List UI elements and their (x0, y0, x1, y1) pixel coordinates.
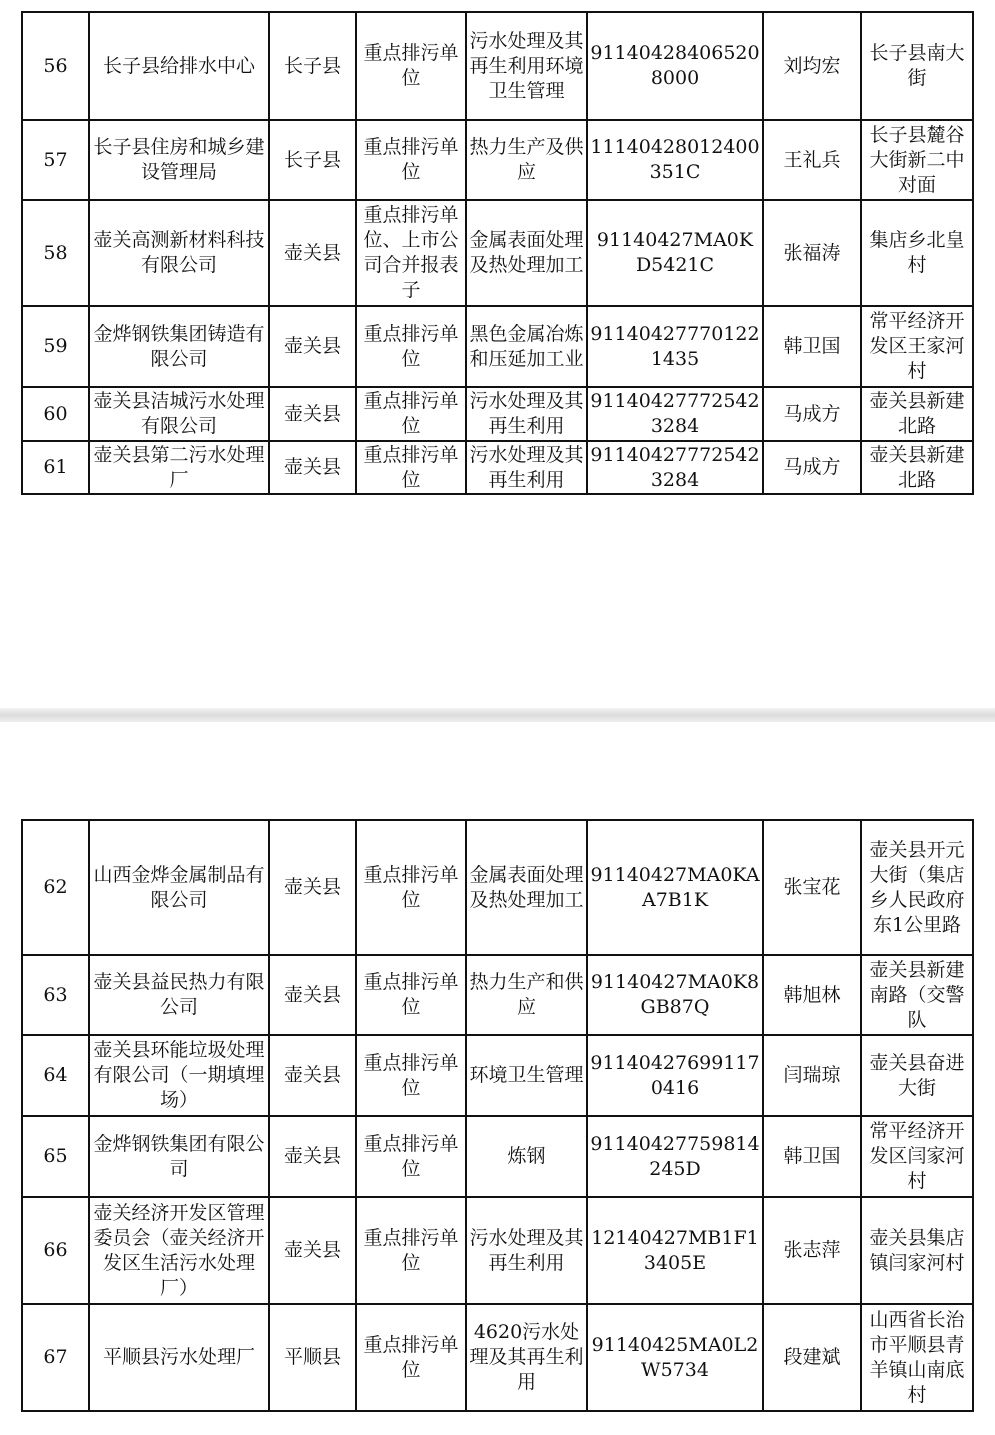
table-row (22, 12, 973, 120)
cell-county: 壶关县 (269, 387, 356, 441)
cell-county: 平顺县 (269, 1304, 356, 1411)
cell-legal-representative: 马成方 (763, 441, 861, 494)
cell-county: 壶关县 (269, 1197, 356, 1304)
table-row (22, 1035, 973, 1116)
cell-industry: 污水处理及其再生利用环境卫生管理 (466, 12, 587, 120)
cell-credit-code: 911404277725423284 (587, 387, 763, 441)
cell-credit-code: 911404277725423284 (587, 441, 763, 494)
cell-legal-representative: 韩卫国 (763, 306, 861, 387)
cell-company-name: 壶关县洁城污水处理有限公司 (89, 387, 269, 441)
cell-county: 壶关县 (269, 820, 356, 955)
cell-category: 重点排污单位 (356, 1197, 466, 1304)
cell-county: 长子县 (269, 120, 356, 200)
table-row (22, 955, 973, 1035)
document-page-2 (0, 722, 995, 1435)
cell-legal-representative: 张宝花 (763, 820, 861, 955)
table-row (22, 1304, 973, 1411)
table-row (22, 1116, 973, 1197)
cell-address: 壶关县集店镇闫家河村 (861, 1197, 973, 1304)
table-row (22, 200, 973, 306)
cell-legal-representative: 刘均宏 (763, 12, 861, 120)
cell-company-name: 长子县给排水中心 (89, 12, 269, 120)
cell-address: 壶关县新建北路 (861, 387, 973, 441)
cell-county: 壶关县 (269, 955, 356, 1035)
cell-address: 壶关县奋进大街 (861, 1035, 973, 1116)
cell-credit-code: 11140428012400351C (587, 120, 763, 200)
cell-serial-number: 63 (22, 955, 89, 1035)
cell-industry: 污水处理及其再生利用 (466, 441, 587, 494)
cell-credit-code: 91140427MA0KAA7B1K (587, 820, 763, 955)
cell-credit-code: 91140425MA0L2W5734 (587, 1304, 763, 1411)
cell-serial-number: 56 (22, 12, 89, 120)
cell-category: 重点排污单位 (356, 387, 466, 441)
cell-industry: 4620污水处理及其再生利用 (466, 1304, 587, 1411)
cell-company-name: 壶关县益民热力有限公司 (89, 955, 269, 1035)
cell-company-name: 壶关县第二污水处理厂 (89, 441, 269, 494)
table-row (22, 441, 973, 494)
cell-industry: 金属表面处理及热处理加工 (466, 200, 587, 306)
cell-industry: 炼钢 (466, 1116, 587, 1197)
cell-credit-code: 91140427759814245D (587, 1116, 763, 1197)
cell-address: 集店乡北皇村 (861, 200, 973, 306)
cell-address: 山西省长治市平顺县青羊镇山南底村 (861, 1304, 973, 1411)
table-row (22, 1197, 973, 1304)
cell-category: 重点排污单位 (356, 120, 466, 200)
cell-serial-number: 60 (22, 387, 89, 441)
cell-category: 重点排污单位 (356, 1035, 466, 1116)
cell-industry: 黑色金属冶炼和压延加工业 (466, 306, 587, 387)
cell-industry: 污水处理及其再生利用 (466, 387, 587, 441)
cell-county: 壶关县 (269, 306, 356, 387)
cell-category: 重点排污单位 (356, 12, 466, 120)
cell-serial-number: 67 (22, 1304, 89, 1411)
cell-address: 常平经济开发区王家河村 (861, 306, 973, 387)
cell-category: 重点排污单位 (356, 1116, 466, 1197)
cell-company-name: 壶关县环能垃圾处理有限公司（一期填埋场） (89, 1035, 269, 1116)
cell-company-name: 壶关经济开发区管理委员会（壶关经济开发区生活污水处理厂） (89, 1197, 269, 1304)
cell-category: 重点排污单位 (356, 1304, 466, 1411)
cell-credit-code: 12140427MB1F13405E (587, 1197, 763, 1304)
cell-category: 重点排污单位 (356, 820, 466, 955)
cell-serial-number: 59 (22, 306, 89, 387)
cell-address: 长子县南大街 (861, 12, 973, 120)
cell-industry: 环境卫生管理 (466, 1035, 587, 1116)
cell-serial-number: 65 (22, 1116, 89, 1197)
page-separator (0, 708, 995, 722)
cell-legal-representative: 张志萍 (763, 1197, 861, 1304)
cell-address: 壶关县新建南路（交警队 (861, 955, 973, 1035)
cell-credit-code: 911404277701221435 (587, 306, 763, 387)
cell-county: 壶关县 (269, 1035, 356, 1116)
records-table-1 (21, 11, 974, 495)
cell-legal-representative: 段建斌 (763, 1304, 861, 1411)
cell-legal-representative: 张福涛 (763, 200, 861, 306)
cell-industry: 热力生产及供应 (466, 120, 587, 200)
cell-county: 壶关县 (269, 1116, 356, 1197)
cell-category: 重点排污单位 (356, 955, 466, 1035)
table-row (22, 387, 973, 441)
document-page-1 (0, 0, 995, 710)
cell-industry: 污水处理及其再生利用 (466, 1197, 587, 1304)
cell-legal-representative: 韩旭林 (763, 955, 861, 1035)
cell-industry: 金属表面处理及热处理加工 (466, 820, 587, 955)
cell-category: 重点排污单位、上市公司合并报表子 (356, 200, 466, 306)
cell-legal-representative: 马成方 (763, 387, 861, 441)
cell-county: 壶关县 (269, 200, 356, 306)
cell-company-name: 金烨钢铁集团有限公司 (89, 1116, 269, 1197)
cell-address: 壶关县新建北路 (861, 441, 973, 494)
cell-serial-number: 61 (22, 441, 89, 494)
cell-serial-number: 62 (22, 820, 89, 955)
cell-legal-representative: 王礼兵 (763, 120, 861, 200)
table-row (22, 120, 973, 200)
cell-address: 长子县麓谷大街新二中对面 (861, 120, 973, 200)
cell-company-name: 壶关高测新材料科技有限公司 (89, 200, 269, 306)
cell-category: 重点排污单位 (356, 441, 466, 494)
cell-legal-representative: 韩卫国 (763, 1116, 861, 1197)
cell-credit-code: 911404284065208000 (587, 12, 763, 120)
cell-company-name: 长子县住房和城乡建设管理局 (89, 120, 269, 200)
cell-company-name: 山西金烨金属制品有限公司 (89, 820, 269, 955)
cell-credit-code: 911404276991170416 (587, 1035, 763, 1116)
cell-county: 壶关县 (269, 441, 356, 494)
cell-credit-code: 91140427MA0KD5421C (587, 200, 763, 306)
cell-category: 重点排污单位 (356, 306, 466, 387)
cell-credit-code: 91140427MA0K8GB87Q (587, 955, 763, 1035)
cell-county: 长子县 (269, 12, 356, 120)
cell-company-name: 平顺县污水处理厂 (89, 1304, 269, 1411)
cell-industry: 热力生产和供应 (466, 955, 587, 1035)
table-row (22, 820, 973, 955)
records-table-2 (21, 819, 974, 1412)
cell-company-name: 金烨钢铁集团铸造有限公司 (89, 306, 269, 387)
cell-serial-number: 57 (22, 120, 89, 200)
cell-address: 壶关县开元大街（集店乡人民政府东1公里路 (861, 820, 973, 955)
cell-serial-number: 64 (22, 1035, 89, 1116)
cell-address: 常平经济开发区闫家河村 (861, 1116, 973, 1197)
cell-serial-number: 58 (22, 200, 89, 306)
table-row (22, 306, 973, 387)
cell-legal-representative: 闫瑞琼 (763, 1035, 861, 1116)
cell-serial-number: 66 (22, 1197, 89, 1304)
